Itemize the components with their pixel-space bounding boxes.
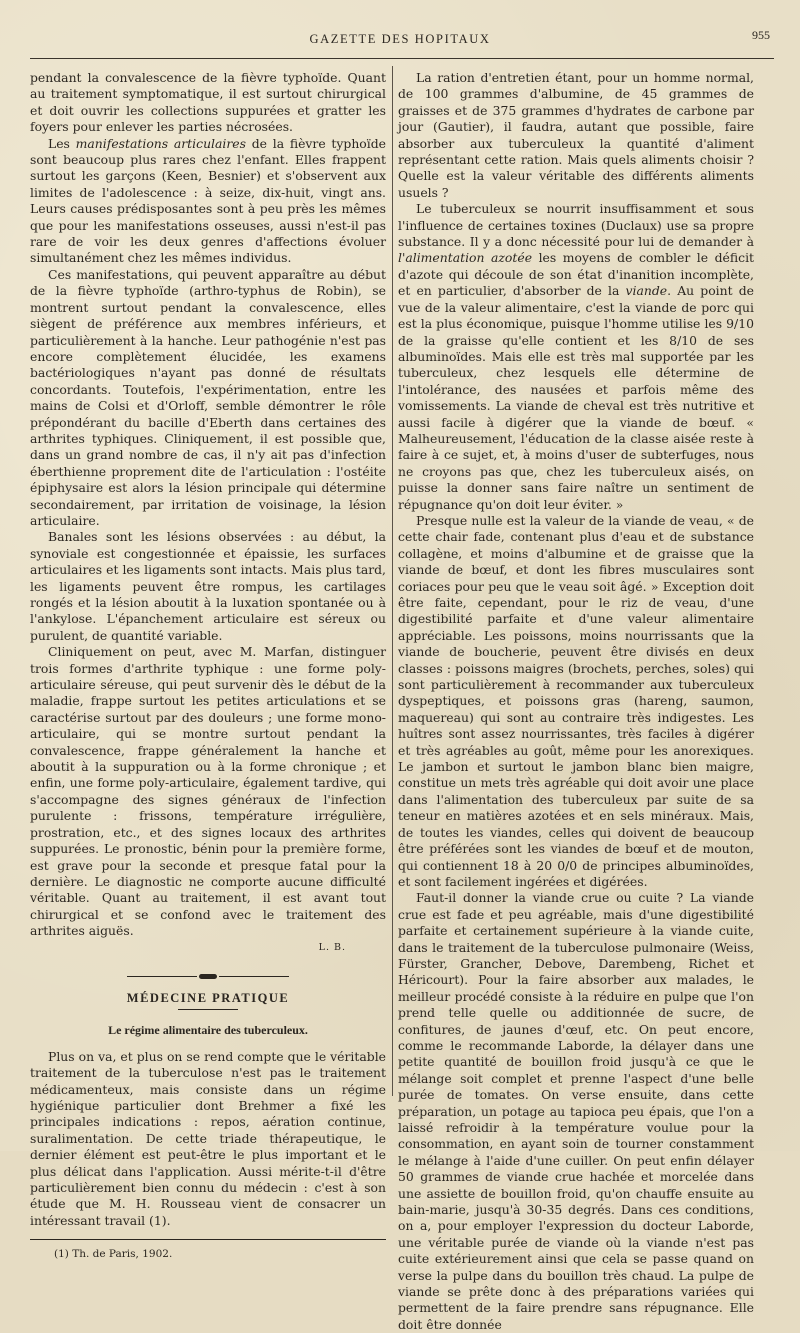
paragraph: Faut-il donner la viande crue ou cuite ? La viande crue est fade et peu agréable, mais d'une digestibilité parfaite et certainement supérieure à la viande cuite, dans le traitement de la tuberculose pulmonaire (Weiss, Fürster, Grancher, Debove, Darembeng, Richet et Héricourt). Pour la faire absorber aux malades, le meilleur procédé consiste à la réduire en pulpe que l'on prend telle quelle ou additionnée de sucre, de confitures, de jaunes d'œuf, etc. On peut encore, comme le recommande Laborde, la délayer dans une petite quantité de bouillon froid jusqu'à ce que le mélange soit complet et prenne l'aspect d'une belle purée de tomates. On verse ensuite, dans cette préparation, un potage au tapioca peu épais, que l'on a laissé refroidir à la température voulue pour la consommation, en ayant soin de tourner constamment le mélange à l'aide d'une cuiller. On peut enfin délayer 50 grammes de viande crue hachée et morcelée dans une assiette de bouillon froid, qu'on chauffe ensuite au bain-marie, jusqu'à 30-35 degrés. Dans ces conditions, on a, pour employer l'expression du docteur Laborde, une véritable purée de viande où la viande n'est pas cuite extérieurement ainsi que cela se passe quand on verse la pulpe dans du bouillon très chaud. La pulpe de viande se prête donc à des préparations variées qui permettent de la faire prendre sans répugnance. Elle doit être donnée — [398, 890, 754, 1332]
paragraph: Ces manifestations, qui peuvent apparaître au début de la fièvre typhoïde (arthro-typhus de Robin), se montrent surtout pendant la convalescence, elles siègent de préférence aux membres inférieurs, et particulièrement à la hanche. Leur pathogénie n'est pas encore complètement élucidée, les examens bactériologiques n'ayant pas donné de résultats concordants. Toutefois, l'expérimentation, entre les mains de Colsi et d'Orloff, semble démontrer le rôle prépondérant du bacille d'Eberth dans certaines des arthrites typhiques. Cliniquement, il est possible que, dans un grand nombre de cas, il n'y ait pas d'infection éberthienne proprement dite de l'articulation : l'ostéite épiphysaire est alors la lésion principale qui détermine secondairement, par irritation de voisinage, la lésion articulaire. — [30, 266, 386, 528]
paragraph: Presque nulle est la valeur de la viande de veau, « de cette chair fade, contenant plus d'eau et de substance collagène, et moins d'albumine et de graisse que la viande de bœuf, et dont les fibres musculaires sont coriaces pour peu que le veau soit âgé. » Exception doit être faite, cependant, pour le riz de veau, d'une digestibilité parfaite et d'une valeur alimentaire appréciable. Les poissons, moins nourrissants que la viande de boucherie, peuvent être divisés en deux classes : poissons maigres (brochets, perches, soles) qui sont particulièrement à recommander aux tuberculeux dyspeptiques, et poissons gras (hareng, saumon, maquereau) qui sont au contraire très indigestes. Les huîtres sont assez nourrissantes, très faciles à digérer et très agréables au goût, même pour les anorexiques. Le jambon et surtout le jambon blanc bien maigre, constitue un mets très agréable qui doit avoir une place dans l'alimentation des tuberculeux par suite de sa teneur en matières azotées et en sels minéraux. Mais, de toutes les viandes, celles qui doivent de beaucoup être préférées sont les viandes de bœuf et de mouton, qui contiennent 18 à 20 0/0 de principes albuminoïdes, et sont facilement ingérées et digérées. — [398, 512, 754, 889]
journal-title: GAZETTE DES HOPITAUX — [309, 32, 491, 46]
author-signature: L. B. — [318, 941, 346, 953]
section-heading: MÉDECINE PRATIQUE — [126, 990, 290, 1005]
header-rule — [30, 58, 774, 59]
emphasis: l'alimentation azotée — [398, 250, 533, 266]
column-divider — [392, 66, 393, 1096]
paragraph: Banales sont les lésions observées : au début, la synoviale est congestionnée et épaissie, les surfaces articulaires et les ligaments sont intacts. Mais plus tard, les ligaments peuvent être rompus, les cartilages rongés et la lésion aboutit à la luxation spontanée ou à l'ankylose. L'épanchement articulaire est séreux ou purulent, de quantité variable. — [30, 529, 386, 643]
emphasis: viande — [625, 283, 668, 299]
section-ornament — [30, 968, 386, 982]
footnote: (1) Th. de Paris, 1902. — [54, 1248, 173, 1261]
left-column — [30, 70, 386, 1263]
right-column — [398, 70, 754, 1333]
emphasis: manifestations articulaires — [75, 135, 246, 151]
paragraph: Plus on va, et plus on se rend compte que le véritable traitement de la tuberculose n'est pas le traitement médicamenteux, mais consiste dans un régime hygiénique particulier dont Brehmer a fixé les principales indications : repos, aération continue, suralimentation. De cette triade thérapeutique, le dernier élément est peut-être le plus important et le plus délicat dans l'application. Aussi mérite-t-il d'être particulièrement bien connu du médecin : c'est à son étude que M. H. Rousseau vient de consacrer un intéressant travail (1). — [30, 1048, 386, 1228]
article-title: Le régime alimentaire des tuberculeux. — [108, 1023, 308, 1038]
paragraph: Les manifestations articulaires de la fièvre typhoïde sont beaucoup plus rares chez l'enfant. Elles frappent surtout les garçons (Keen, Besnier) et s'observent aux limites de l'adolescence : à seize, dix-huit, vingt ans. Leurs causes prédisposantes sont à peu près les mêmes que pour les manifestations osseuses, aussi n'est-il pas rare de voir les deux genres d'affections évoluer simultanément chez les mêmes individus. — [30, 135, 386, 266]
page-number: 955 — [752, 28, 770, 42]
paragraph: pendant la convalescence de la fièvre typhoïde. Quant au traitement symptomatique, il est surtout chirurgical et doit ouvrir les collections suppurées et gratter les foyers pour enlever les parties nécrosées. — [30, 70, 386, 135]
paragraph: La ration d'entretien étant, pour un homme normal, de 100 grammes d'albumine, de 45 grammes de graisses et de 375 grammes d'hydrates de carbone par jour (Gautier), il faudra, autant que possible, faire absorber aux tuberculeux la quantité d'aliment représentant cette ration. Mais quels aliments choisir ? Quelle est la valeur véritable des différents aliments usuels ? — [398, 70, 754, 200]
footnote-rule — [30, 1239, 386, 1240]
section-rule — [178, 1009, 238, 1010]
paragraph: Le tuberculeux se nourrit insuffisamment et sous l'influence de certaines toxines (Duclaux) use sa propre substance. Il y a donc nécessité pour lui de demander à l'alimentation azotée les moyens de combler le déficit d'azote qui découle de son état d'inanition incomplète, et en particulier, d'absorber de la viande. Au point de vue de la valeur alimentaire, c'est la viande de porc qui est la plus économique, puisque l'homme utilise les 9/10 de la graisse qu'elle contient et les 8/10 de ses albuminoïdes. Mais elle est très mal supportée par les tuberculeux, chez lesquels elle détermine de l'intolérance, des nausées et parfois même des vomissements. La viande de cheval est très nutritive et aussi facile à digérer que la viande de bœuf. « Malheureusement, l'éducation de la classe aisée reste à faire à ce sujet, et, à moins d'user de subterfuges, nous ne croyons pas que, chez les tuberculeux aisés, on puisse la donner sans faire naître un sentiment de répugnance qu'on doit leur éviter. » — [398, 201, 755, 512]
paragraph: Cliniquement on peut, avec M. Marfan, distinguer trois formes d'arthrite typhique : une forme poly-articulaire séreuse, qui peut survenir dès le début de la maladie, frappe surtout les petites articulations et se caractérise surtout par des douleurs ; une forme mono-articulaire, qui se montre surtout pendant la convalescence, frappe généralement la hanche et aboutit à la suppuration ou à la forme chronique ; et enfin, une forme poly-articulaire, également tardive, qui s'accompagne des signes généraux de l'infection purulente : frissons, température irrégulière, prostration, etc., et des signes locaux des arthrites suppurées. Le pronostic, bénin pour la première forme, est grave pour la seconde et presque fatal pour la dernière. Le diagnostic ne comporte aucune difficulté véritable. Quant au traitement, il est avant tout chirurgical et se confond avec le traitement des arthrites aiguës. — [30, 644, 386, 939]
